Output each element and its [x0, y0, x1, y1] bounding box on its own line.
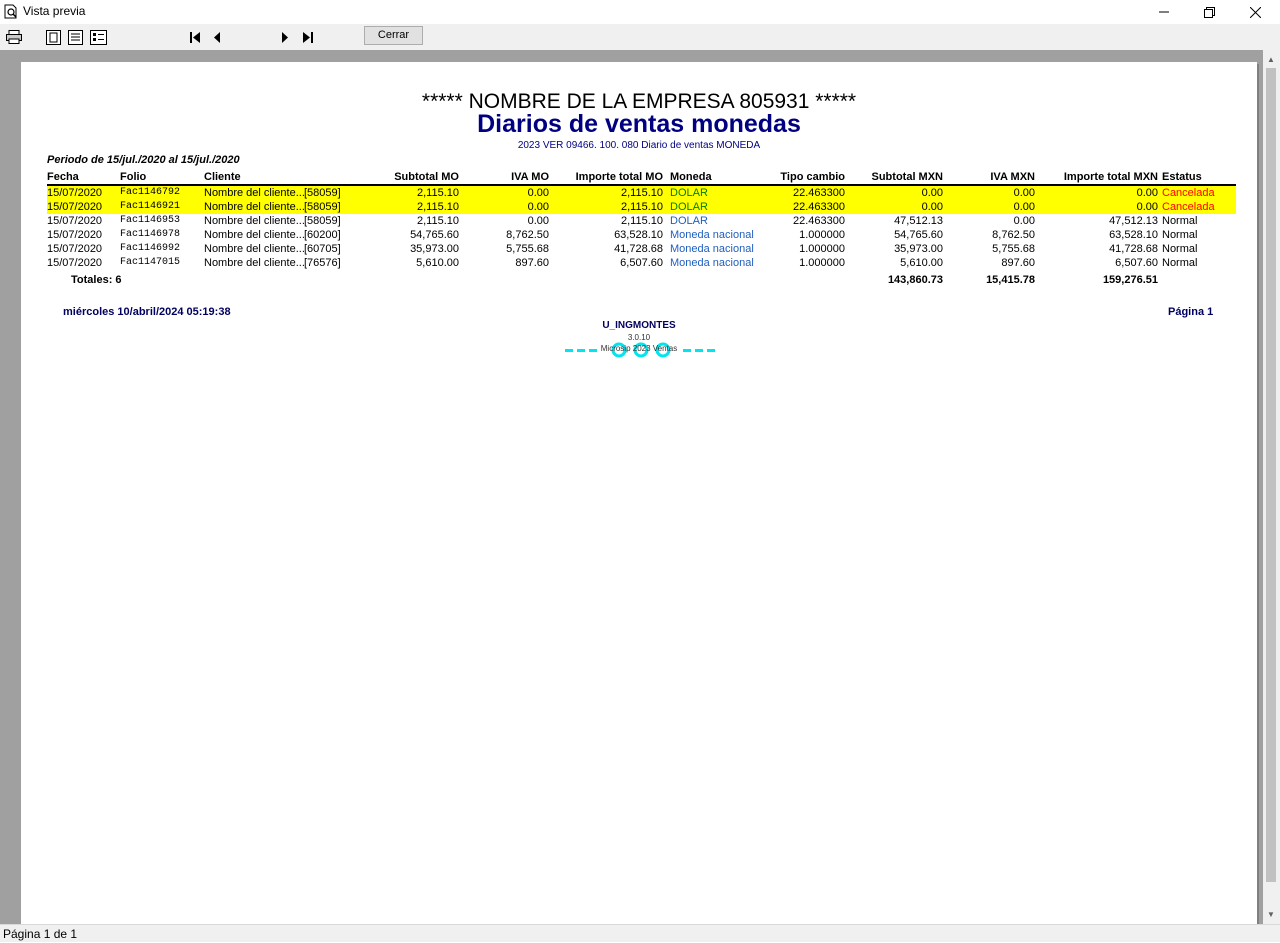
cell-importe-mxn: 47,512.13: [1109, 215, 1158, 227]
cell-iva-mxn: 8,762.50: [992, 229, 1035, 241]
cell-subtotal-mo: 5,610.00: [416, 257, 459, 269]
cell-estatus: Normal: [1162, 257, 1198, 269]
cell-importe-mo: 2,115.10: [620, 201, 663, 213]
close-icon: [1250, 7, 1261, 18]
total-subtotal-mxn: 143,860.73: [887, 274, 943, 286]
preview-area: [0, 50, 1280, 924]
header-tipo-cambio: Tipo cambio: [780, 171, 845, 183]
cell-importe-mo: 63,528.10: [614, 229, 663, 241]
preview-icon: [4, 4, 18, 19]
cell-importe-mxn: 0.00: [1136, 201, 1158, 213]
cell-cliente: Nombre del cliente...: [204, 229, 305, 241]
cell-cliente: Nombre del cliente...: [204, 243, 305, 255]
cell-tipo-cambio: 1.000000: [799, 229, 845, 241]
cell-moneda: DOLAR: [670, 187, 708, 199]
cell-subtotal-mo: 35,973.00: [410, 243, 459, 255]
scroll-up-icon[interactable]: ▲: [1267, 55, 1275, 64]
cell-importe-mxn: 41,728.68: [1109, 243, 1158, 255]
two-page-button[interactable]: [66, 28, 84, 46]
footer-program: Microsip 2023 Ventas: [600, 344, 678, 353]
cell-folio: Fac1146953: [120, 215, 181, 226]
cell-folio: Fac1146978: [120, 229, 181, 240]
cell-tipo-cambio: 1.000000: [799, 243, 845, 255]
report-period: Periodo de 15/jul./2020 al 15/jul./2020: [47, 154, 240, 166]
total-iva-mxn: 15,415.78: [986, 274, 1035, 286]
first-page-button[interactable]: [186, 28, 204, 46]
multi-page-icon: [90, 30, 107, 45]
cell-cliente: Nombre del cliente...: [204, 215, 305, 227]
company-name: ***** NOMBRE DE LA EMPRESA 805931 *****: [421, 90, 857, 113]
single-page-icon: [46, 30, 61, 45]
cell-iva-mo: 0.00: [527, 201, 549, 213]
cell-importe-mxn: 6,507.60: [1115, 257, 1158, 269]
header-iva-mo: IVA MO: [511, 171, 549, 183]
cell-moneda: DOLAR: [670, 215, 708, 227]
cell-estatus: Normal: [1162, 229, 1198, 241]
cell-subtotal-mxn: 5,610.00: [900, 257, 943, 269]
cell-iva-mxn: 0.00: [1013, 201, 1035, 213]
table-row: [47, 256, 1236, 270]
cell-subtotal-mxn: 47,512.13: [894, 215, 943, 227]
cell-iva-mo: 8,762.50: [506, 229, 549, 241]
report-subtitle: 2023 VER 09466. 100. 080 Diario de ventas MONEDA: [517, 140, 761, 151]
cell-estatus: Cancelada: [1162, 187, 1215, 199]
cell-fecha: 15/07/2020: [47, 215, 103, 227]
cell-importe-mxn: 63,528.10: [1109, 229, 1158, 241]
cell-fecha: 15/07/2020: [47, 201, 103, 213]
cell-cliente-id: [58059]: [304, 215, 341, 227]
footer-version: 3.0.10: [627, 333, 651, 342]
print-button[interactable]: [5, 28, 23, 46]
cell-tipo-cambio: 22.463300: [793, 187, 845, 199]
cell-cliente: Nombre del cliente...: [204, 257, 305, 269]
cell-iva-mo: 0.00: [527, 215, 549, 227]
cell-tipo-cambio: 1.000000: [799, 257, 845, 269]
header-importe-mo: Importe total MO: [575, 171, 663, 183]
cell-iva-mxn: 0.00: [1013, 215, 1035, 227]
cell-folio: Fac1147015: [120, 257, 181, 268]
cell-importe-mo: 2,115.10: [620, 215, 663, 227]
cell-cliente-id: [58059]: [304, 187, 341, 199]
cell-moneda: Moneda nacional: [670, 229, 754, 241]
cell-cliente-id: [58059]: [304, 201, 341, 213]
footer-page: Página 1: [1168, 306, 1214, 318]
cell-estatus: Normal: [1162, 215, 1198, 227]
cell-fecha: 15/07/2020: [47, 229, 103, 241]
cell-cliente: Nombre del cliente...: [204, 187, 305, 199]
cell-subtotal-mo: 54,765.60: [410, 229, 459, 241]
cell-importe-mo: 6,507.60: [620, 257, 663, 269]
footer-user: U_INGMONTES: [602, 320, 676, 331]
table-row: [47, 214, 1236, 228]
header-moneda: Moneda: [670, 171, 712, 183]
cell-estatus: Normal: [1162, 243, 1198, 255]
cell-subtotal-mo: 2,115.10: [416, 215, 459, 227]
report-page: [21, 62, 1257, 924]
next-page-button[interactable]: [276, 28, 294, 46]
cell-fecha: 15/07/2020: [47, 187, 103, 199]
cell-iva-mxn: 897.60: [1001, 257, 1035, 269]
header-folio: Folio: [120, 171, 147, 183]
cell-tipo-cambio: 22.463300: [793, 215, 845, 227]
cell-tipo-cambio: 22.463300: [793, 201, 845, 213]
cell-cliente-id: [60200]: [304, 229, 341, 241]
table-row: [47, 200, 1236, 214]
cell-subtotal-mxn: 0.00: [921, 187, 943, 199]
table-row: [47, 186, 1236, 200]
table-row: [47, 228, 1236, 242]
printer-icon: [6, 30, 22, 44]
cell-iva-mxn: 5,755.68: [992, 243, 1035, 255]
cell-cliente: Nombre del cliente...: [204, 201, 305, 213]
last-page-button[interactable]: [299, 28, 317, 46]
header-importe-mxn: Importe total MXN: [1063, 171, 1158, 183]
single-page-button[interactable]: [44, 28, 62, 46]
cell-fecha: 15/07/2020: [47, 257, 103, 269]
cell-fecha: 15/07/2020: [47, 243, 103, 255]
cell-folio: Fac1146792: [120, 187, 181, 198]
two-page-icon: [68, 30, 83, 45]
cell-importe-mo: 2,115.10: [620, 187, 663, 199]
scrollbar-thumb[interactable]: [1266, 68, 1276, 882]
header-iva-mxn: IVA MXN: [990, 171, 1035, 183]
minimize-icon: [1159, 7, 1169, 17]
previous-page-icon: [213, 32, 221, 43]
vertical-scrollbar[interactable]: [1263, 50, 1280, 924]
cell-cliente-id: [76576]: [304, 257, 341, 269]
next-page-icon: [281, 32, 289, 43]
title-bar: [0, 0, 1280, 24]
scroll-down-icon[interactable]: ▼: [1267, 910, 1275, 919]
cell-iva-mxn: 0.00: [1013, 187, 1035, 199]
totals-label: Totales: 6: [71, 274, 122, 286]
cell-moneda: Moneda nacional: [670, 243, 754, 255]
report-title: Diarios de ventas monedas: [477, 110, 801, 138]
minimize-button[interactable]: [1141, 0, 1187, 24]
restore-button[interactable]: [1186, 0, 1232, 24]
cell-subtotal-mxn: 54,765.60: [894, 229, 943, 241]
cell-subtotal-mxn: 35,973.00: [894, 243, 943, 255]
cell-subtotal-mo: 2,115.10: [416, 201, 459, 213]
cell-estatus: Cancelada: [1162, 201, 1215, 213]
previous-page-button[interactable]: [208, 28, 226, 46]
cell-cliente-id: [60705]: [304, 243, 341, 255]
header-fecha: Fecha: [47, 171, 79, 183]
header-cliente: Cliente: [204, 171, 241, 183]
cell-moneda: DOLAR: [670, 201, 708, 213]
cell-iva-mo: 5,755.68: [506, 243, 549, 255]
cell-folio: Fac1146921: [120, 201, 181, 212]
multi-page-button[interactable]: [89, 28, 107, 46]
toolbar: [0, 24, 1280, 50]
close-button[interactable]: Cerrar: [364, 26, 423, 45]
header-estatus: Estatus: [1162, 171, 1202, 183]
footer-datetime: miércoles 10/abril/2024 05:19:38: [63, 306, 231, 318]
last-page-icon: [302, 32, 314, 43]
table-row: [47, 242, 1236, 256]
window-title: Vista previa: [23, 4, 86, 18]
status-bar: Página 1 de 1: [0, 924, 1280, 942]
first-page-icon: [189, 32, 201, 43]
header-subtotal-mxn: Subtotal MXN: [871, 171, 943, 183]
cell-iva-mo: 897.60: [515, 257, 549, 269]
cell-subtotal-mxn: 0.00: [921, 201, 943, 213]
header-subtotal-mo: Subtotal MO: [394, 171, 459, 183]
total-importe-mxn: 159,276.51: [1102, 274, 1158, 286]
cell-iva-mo: 0.00: [527, 187, 549, 199]
cell-importe-mo: 41,728.68: [614, 243, 663, 255]
cell-moneda: Moneda nacional: [670, 257, 754, 269]
close-window-button[interactable]: [1232, 0, 1278, 24]
restore-icon: [1204, 7, 1215, 18]
cell-folio: Fac1146992: [120, 243, 181, 254]
cell-importe-mxn: 0.00: [1136, 187, 1158, 199]
cell-subtotal-mo: 2,115.10: [416, 187, 459, 199]
